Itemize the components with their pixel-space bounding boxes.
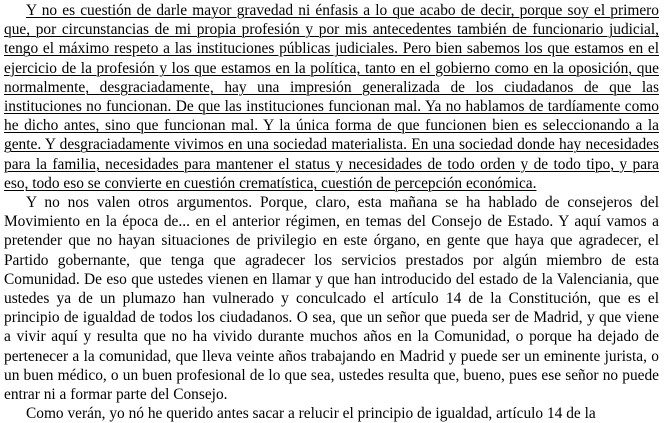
paragraph-1: [4, 1, 659, 193]
underlined-passage: Y no es cuestión de darle mayor gravedad ni énfasis a lo que acabo de decir, porque soy el primero que, por circunstancias de mi propia profesión y por mis antecedentes también de funcionario judicial, tengo el máximo respeto a las instituciones públicas judiciales. Pero bien sabemos los que estamos en el ejercicio de la profesión y los que estamos en la política, tanto en el gobierno como en la oposición, que normalmente, desgraciadamente, hay una impresión generalizada de los ciudadanos de que las instituciones no funcionan. De que las instituciones funcionan mal. Ya no hablamos de tardíamente como he dicho antes, sino que funcionan mal. Y la única forma de que funcionen bien es seleccionando a la gente. Y desgraciadamente vivimos en una sociedad materialista. En una sociedad donde hay necesidades para la familia, necesidades para mantener el status y necesidades de todo orden y de todo tipo, y para eso, todo eso se convierte en cuestión crematística, cuestión de percepción económica.: [4, 2, 659, 192]
paragraph-3: Como verán, yo nó he querido antes sacar a relucir el principio de igualdad, artículo 14 de la: [26, 405, 596, 423]
paragraph-2: Y no nos valen otros argumentos. Porque, claro, esta mañana se ha hablado de consejeros del Movimiento en la época de... en el anterior régimen, en temas del Consejo de Estado. Y aquí vamos a pretender que no hayan situaciones de privilegio en este órgano, en gente que haya que agradecer, el Partido gobernante, que tenga que agradecer los servicios prestados por algún miembro de esta Comunidad. De eso que ustedes vienen en llamar y que han introducido del estado de la Valenciania, que ustedes ya de un plumazo han vulnerado y conculcado el artículo 14 de la Constitución, que es el principio de igualdad de todos los ciudadanos. O sea, que un señor que pueda ser de Madrid, y que viene a vivir aquí y resulta que no ha vivido durante muchos años en la Comunidad, o porque ha dejado de pertenecer a la comunidad, que lleva veinte años trabajando en Madrid y puede ser un eminente jurista, o un buen médico, o un buen profesional de lo que sea, ustedes resulta que, bueno, pues ese señor no puede entrar ni a formar parte del Consejo.: [4, 194, 659, 404]
